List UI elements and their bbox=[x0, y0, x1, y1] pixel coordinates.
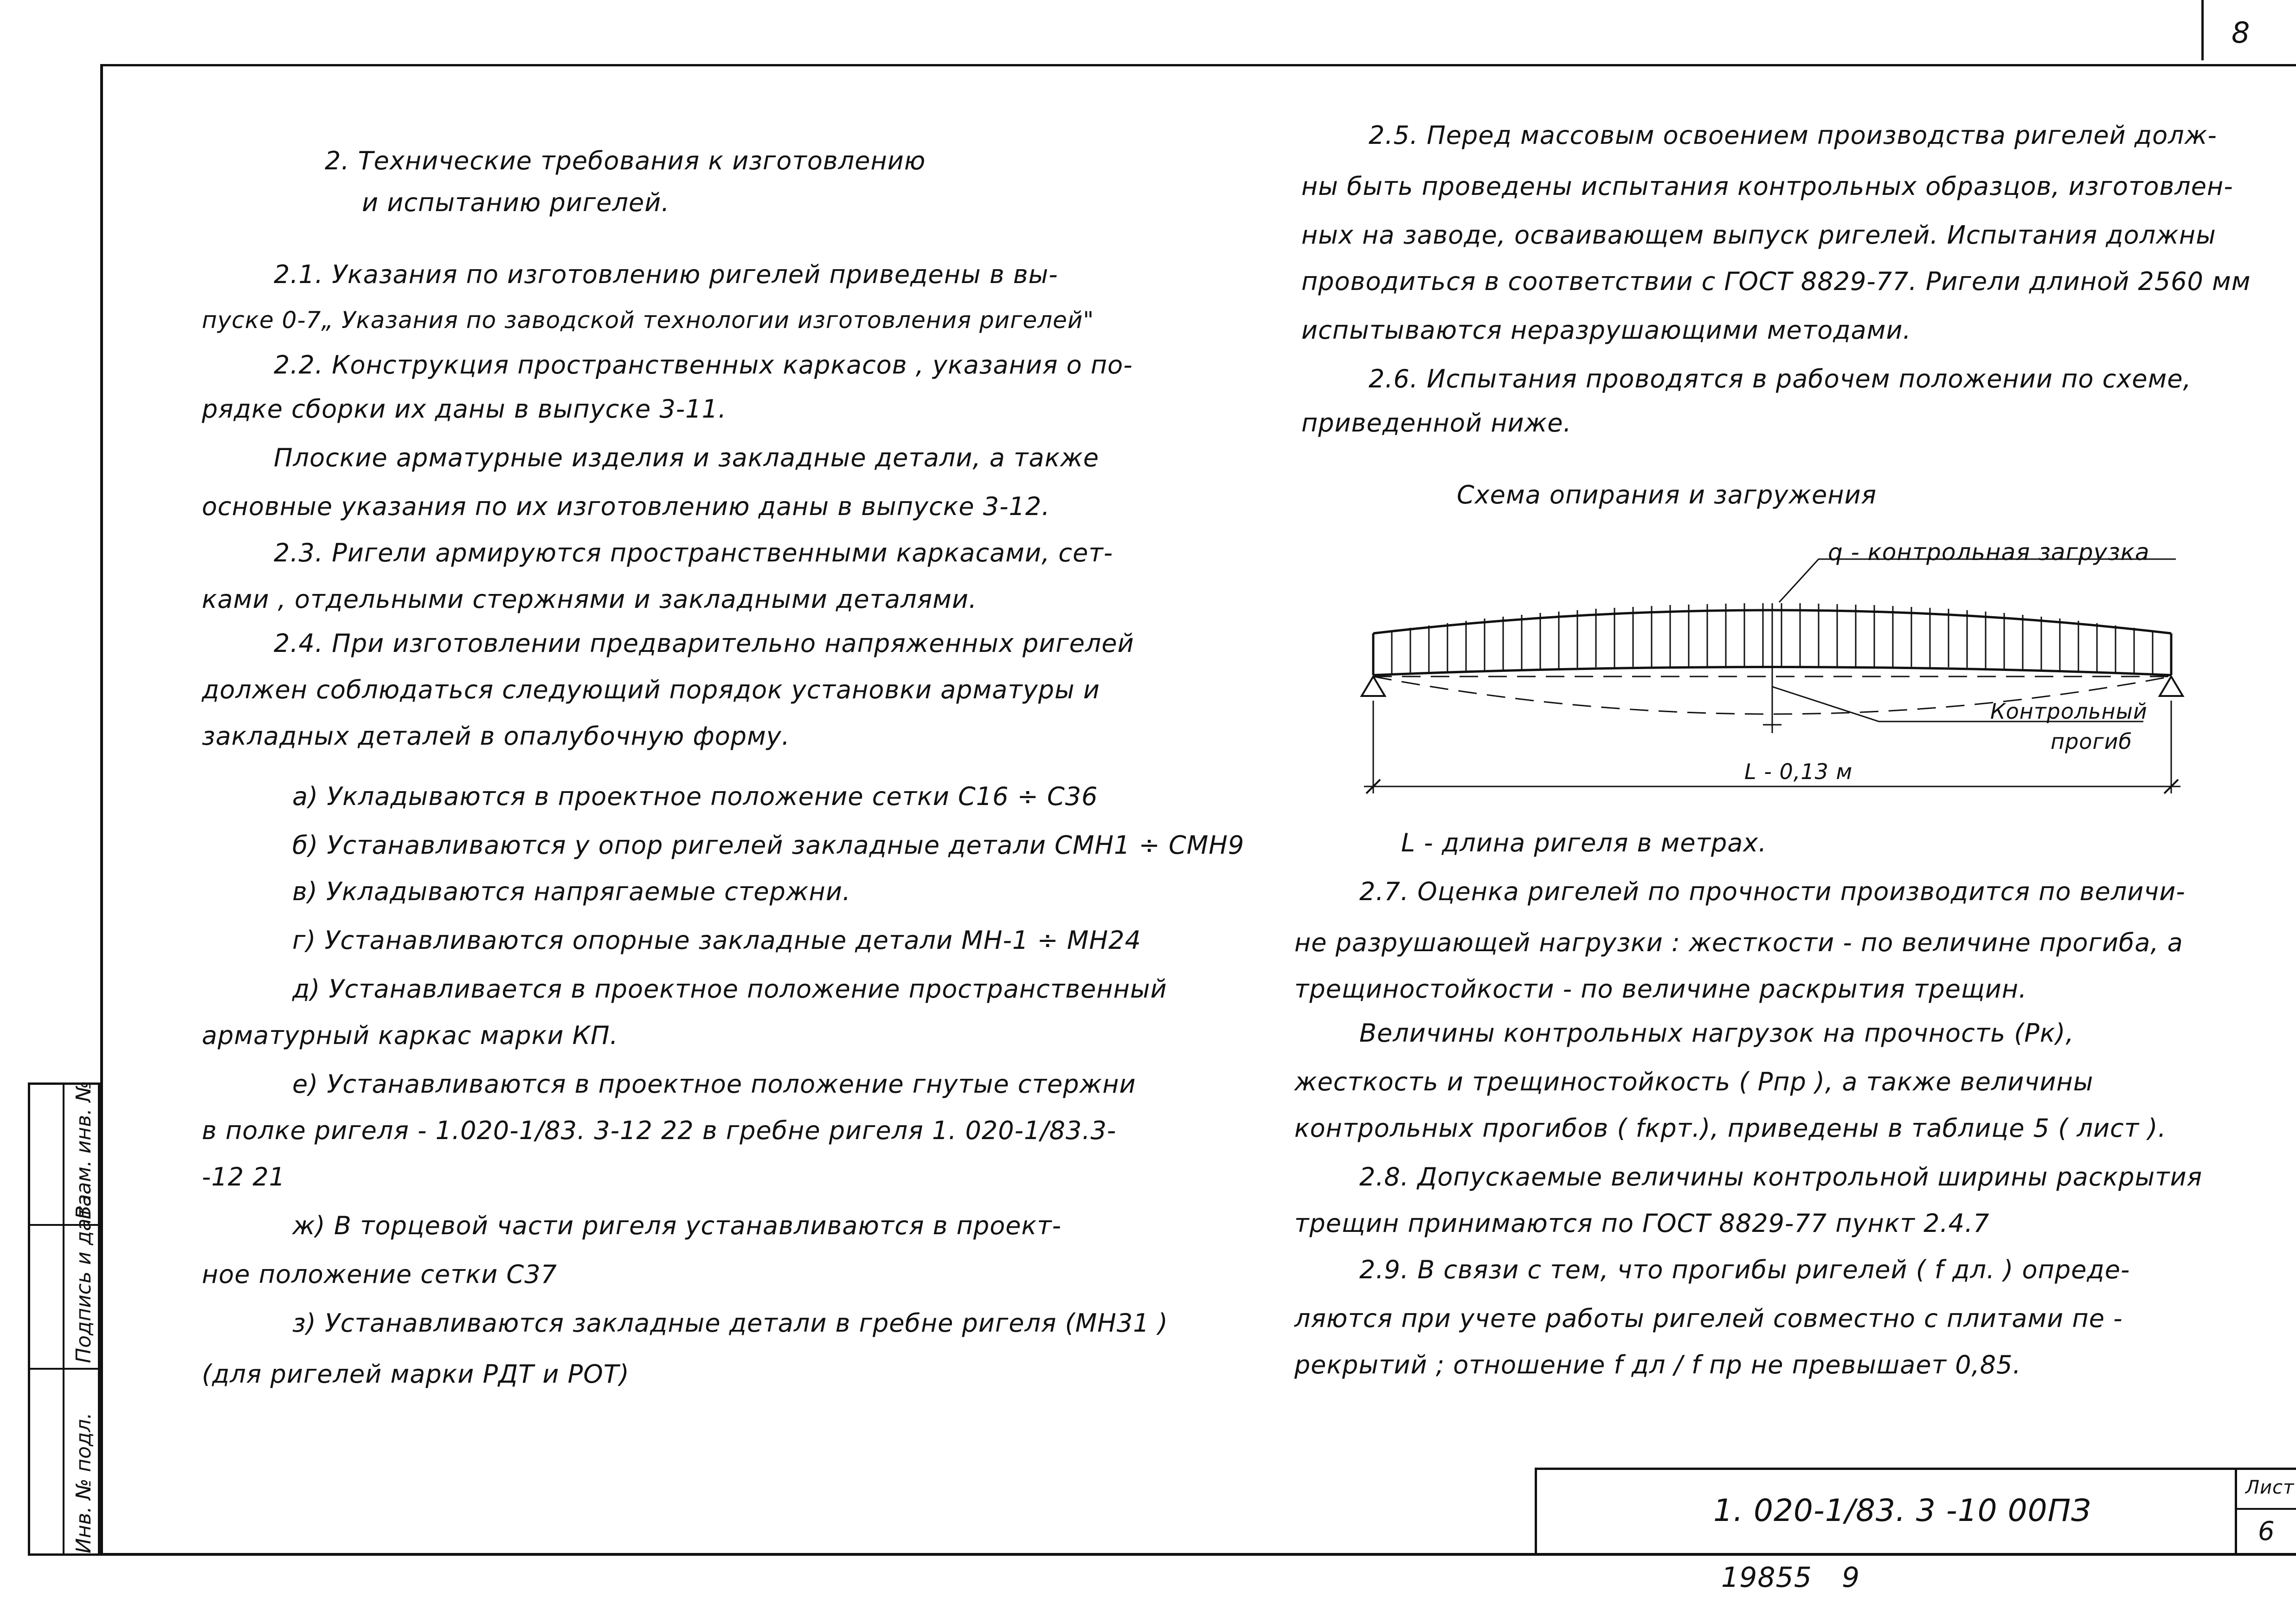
title-block bbox=[1535, 1468, 2296, 1556]
left-line-3: 2.2. Конструкция пространственных каркасов , указания о по- bbox=[274, 350, 1133, 380]
left-line-12: а) Укладываются в проектное положение сетки С16 ÷ С36 bbox=[292, 782, 1098, 811]
right-bottom-line-10: 2.9. В связи с тем, что прогибы ригелей ( f дл. ) опреде- bbox=[1359, 1255, 2130, 1284]
right-line-7: приведенной ниже. bbox=[1301, 408, 1572, 438]
deflection-label-line2: прогиб bbox=[2051, 729, 2132, 754]
footer-page: 9 bbox=[1842, 1561, 1860, 1594]
section-heading-line2: и испытанию ригелей. bbox=[362, 188, 670, 217]
right-bottom-line-3: не разрушающей нагрузки : жесткости - по величине прогиба, а bbox=[1294, 928, 2183, 957]
left-line-2: пуске 0-7„ Указания по заводской технологии изготовления ригелей" bbox=[202, 307, 1094, 334]
left-line-18: е) Устанавливаются в проектное положение гнутые стержни bbox=[292, 1069, 1136, 1099]
side-stamp bbox=[28, 1082, 100, 1556]
right-bottom-line-7: контрольных прогибов ( fкрт.), приведены в таблице 5 ( лист ). bbox=[1294, 1114, 2167, 1143]
right-bottom-line-8: 2.8. Допускаемые величины контрольной ширины раскрытия bbox=[1359, 1162, 2203, 1192]
right-bottom-line-4: трещиностойкости - по величине раскрытия трещин. bbox=[1294, 974, 2027, 1004]
left-line-20: -12 21 bbox=[202, 1162, 286, 1192]
left-line-7: 2.3. Ригели армируются пространственными каркасами, сет- bbox=[274, 538, 1113, 567]
left-line-15: г) Устанавливаются опорные закладные детали МН-1 ÷ МН24 bbox=[292, 926, 1141, 955]
left-line-6: основные указания по их изготовлению даны в выпуске 3-12. bbox=[202, 492, 1050, 521]
archive-number: 19855 bbox=[1721, 1561, 1812, 1594]
section-heading-line1: 2. Технические требования к изготовлению bbox=[325, 146, 926, 175]
sheet-label: Лист bbox=[2245, 1477, 2295, 1498]
span-label: L - 0,13 м bbox=[1744, 759, 1853, 784]
load-label: q - контрольная загрузка bbox=[1828, 539, 2150, 566]
left-line-1: 2.1. Указания по изготовлению ригелей приведены в вы- bbox=[274, 260, 1058, 289]
right-line-2: ны быть проведены испытания контрольных образцов, изготовлен- bbox=[1301, 172, 2233, 201]
deflection-label-line1: Контрольный bbox=[1990, 699, 2148, 724]
left-line-24: (для ригелей марки РДТ и РОТ) bbox=[202, 1359, 630, 1389]
right-bottom-line-5: Величины контрольных нагрузок на прочность (Рк), bbox=[1359, 1018, 2074, 1048]
diagram-title: Схема опирания и загружения bbox=[1457, 480, 1877, 509]
sheet-cell-divider bbox=[2237, 1508, 2296, 1510]
left-line-4: рядке сборки их даны в выпуске 3-11. bbox=[202, 394, 727, 424]
side-stamp-replacement: Взам. инв. № bbox=[72, 1081, 96, 1219]
left-line-9: 2.4. При изготовлении предварительно напряженных ригелей bbox=[274, 629, 1134, 658]
left-line-10: должен соблюдаться следующий порядок установки арматуры и bbox=[202, 675, 1100, 704]
right-bottom-line-6: жесткость и трещиностойкость ( Рпр ), а также величины bbox=[1294, 1067, 2094, 1096]
right-bottom-line-9: трещин принимаются по ГОСТ 8829-77 пункт 2.4.7 bbox=[1294, 1209, 1990, 1238]
side-stamp-signature: Подпись и дата bbox=[72, 1194, 96, 1363]
left-line-21: ж) В торцевой части ригеля устанавливаются в проект- bbox=[292, 1211, 1062, 1240]
side-stamp-row-divider-2 bbox=[30, 1368, 103, 1370]
side-stamp-col-divider bbox=[30, 1085, 64, 1553]
left-line-16: д) Устанавливается в проектное положение пространственный bbox=[292, 974, 1167, 1004]
right-line-4: проводиться в соответствии с ГОСТ 8829-77. Ригели длиной 2560 мм bbox=[1301, 267, 2251, 296]
right-bottom-line-12: рекрытий ; отношение f дл / f пр не превышает 0,85. bbox=[1294, 1350, 2021, 1379]
left-line-22: ное положение сетки С37 bbox=[202, 1260, 557, 1289]
left-line-11: закладных деталей в опалубочную форму. bbox=[202, 722, 790, 751]
right-bottom-line-2: 2.7. Оценка ригелей по прочности производится по величи- bbox=[1359, 877, 2186, 906]
left-line-19: в полке ригеля - 1.020-1/83. 3-12 22 в гребне ригеля 1. 020-1/83.3- bbox=[202, 1116, 1117, 1145]
left-line-14: в) Укладываются напрягаемые стержни. bbox=[292, 877, 851, 906]
right-bottom-line-11: ляются при учете работы ригелей совместно с плитами пе - bbox=[1294, 1304, 2123, 1333]
left-line-17: арматурный каркас марки КП. bbox=[202, 1021, 618, 1050]
corner-separator bbox=[2201, 0, 2204, 60]
left-line-8: ками , отдельными стержнями и закладными деталями. bbox=[202, 585, 978, 614]
document-code: 1. 020-1/83. 3 -10 00ПЗ bbox=[1713, 1493, 2091, 1528]
sheet-cell bbox=[2235, 1470, 2296, 1556]
corner-page-number: 8 bbox=[2232, 16, 2251, 50]
right-line-5: испытываются неразрушающими методами. bbox=[1301, 316, 1911, 345]
side-stamp-inv-no: Инв. № подл. bbox=[72, 1412, 96, 1553]
left-line-13: б) Устанавливаются у опор ригелей закладные детали СМН1 ÷ СМН9 bbox=[292, 831, 1245, 860]
left-line-23: з) Устанавливаются закладные детали в гребне ригеля (МН31 ) bbox=[292, 1308, 1168, 1338]
right-support bbox=[2160, 676, 2183, 696]
left-support bbox=[1362, 676, 1385, 696]
right-line-1: 2.5. Перед массовым освоением производства ригелей долж- bbox=[1369, 121, 2217, 150]
sheet-number: 6 bbox=[2258, 1516, 2275, 1546]
right-line-6: 2.6. Испытания проводятся в рабочем положении по схеме, bbox=[1369, 364, 2192, 393]
left-line-5: Плоские арматурные изделия и закладные детали, а также bbox=[274, 443, 1100, 472]
right-bottom-line-1: L - длина ригеля в метрах. bbox=[1401, 828, 1767, 857]
right-line-3: ных на заводе, осваивающем выпуск ригелей. Испытания должны bbox=[1301, 220, 2216, 250]
